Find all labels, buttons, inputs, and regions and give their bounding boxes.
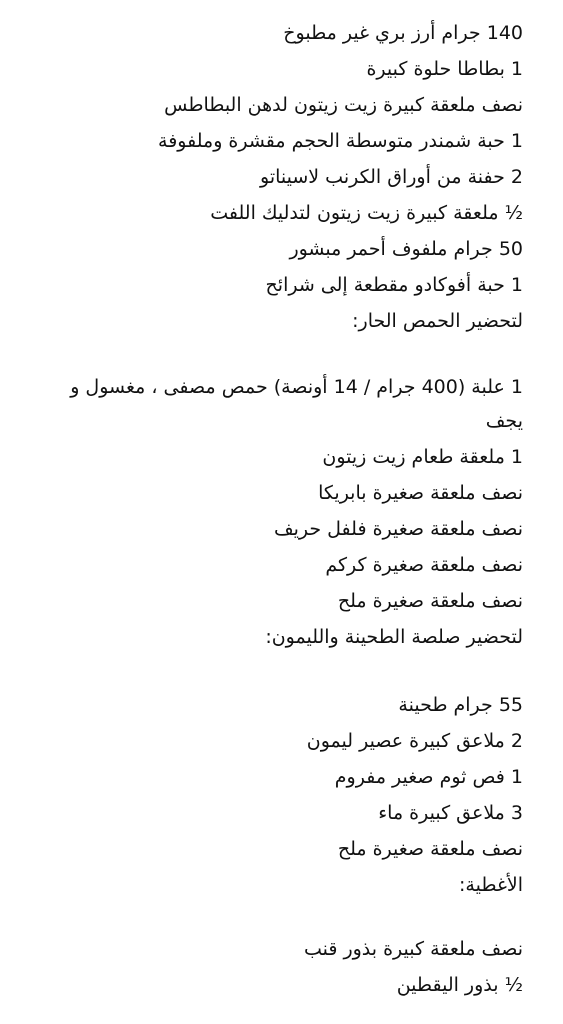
tahini-ingredient-salt: نصف ملعقة صغيرة ملح bbox=[337, 838, 523, 860]
chickpeas-ingredient-turmeric: نصف ملعقة صغيرة كركم bbox=[325, 554, 523, 576]
chickpeas-ingredient-salt: نصف ملعقة صغيرة ملح bbox=[337, 590, 523, 612]
chickpeas-can-text: 1 علبة (400 جرام / 14 أونصة) حمص مصفى ، مغسول و bbox=[70, 376, 523, 398]
chickpeas-can-line bbox=[0, 372, 563, 402]
salad-ingredient-avocado: 1 حبة أفوكادو مقطعة إلى شرائح bbox=[265, 274, 523, 296]
tahini-ingredient-lemon: 2 ملاعق كبيرة عصير ليمون bbox=[306, 730, 523, 752]
tahini-ingredient-water: 3 ملاعق كبيرة ماء bbox=[378, 802, 523, 824]
tahini-heading: لتحضير صلصة الطحينة والليمون: bbox=[265, 626, 523, 648]
salad-ingredient-olive-oil-kale: ½ ملعقة كبيرة زيت زيتون لتدليك اللفت bbox=[210, 202, 523, 224]
salad-ingredient-beetroot: 1 حبة شمندر متوسطة الحجم مقشرة وملفوفة bbox=[158, 130, 523, 152]
salad-ingredient-rice: 140 جرام أرز بري غير مطبوخ bbox=[283, 22, 523, 44]
chickpeas-ingredient-olive-oil: 1 ملعقة طعام زيت زيتون bbox=[322, 446, 523, 468]
toppings-heading: الأغطية: bbox=[459, 874, 523, 896]
tahini-ingredient-tahini: 55 جرام طحينة bbox=[398, 694, 523, 716]
tahini-ingredient-garlic: 1 فص ثوم صغير مفروم bbox=[334, 766, 523, 788]
chickpeas-can-line-continued: يجف bbox=[485, 410, 523, 432]
topping-pumpkin-seeds: ½ بذور اليقطين bbox=[396, 974, 523, 996]
salad-ingredient-olive-oil-potatoes: نصف ملعقة كبيرة زيت زيتون لدهن البطاطس bbox=[164, 94, 523, 116]
chickpeas-ingredient-paprika: نصف ملعقة صغيرة بابريكا bbox=[318, 482, 523, 504]
topping-hemp-seeds: نصف ملعقة كبيرة بذور قنب bbox=[303, 938, 523, 960]
chickpeas-ingredient-chili: نصف ملعقة صغيرة فلفل حريف bbox=[273, 518, 523, 540]
salad-ingredient-sweet-potato: 1 بطاطا حلوة كبيرة bbox=[366, 58, 523, 80]
salad-ingredient-red-cabbage: 50 جرام ملفوف أحمر مبشور bbox=[289, 238, 523, 260]
salad-ingredient-kale: 2 حفنة من أوراق الكرنب لاسيناتو bbox=[260, 166, 523, 188]
hot-chickpeas-heading: لتحضير الحمص الحار: bbox=[352, 310, 523, 332]
